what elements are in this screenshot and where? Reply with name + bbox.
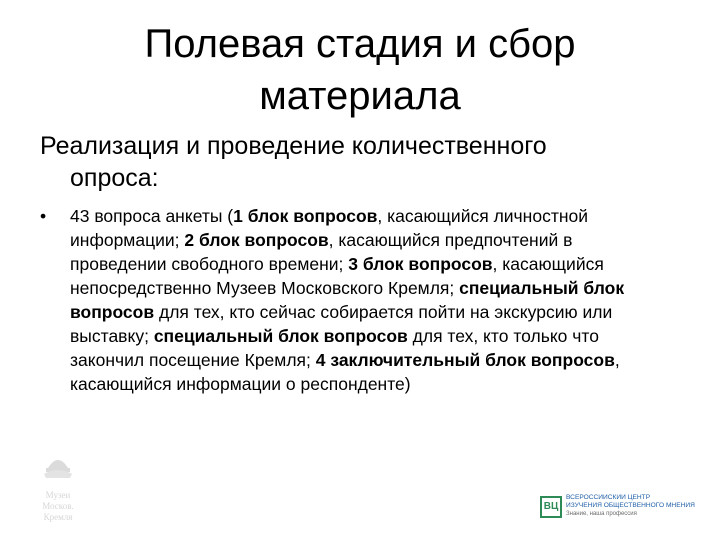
text-segment: , касающийся личностной информации; xyxy=(70,206,589,250)
bold-text-segment: 2 блок вопросов xyxy=(184,230,329,250)
text-segment: , касающийся предпочтений в проведении свободного времени; xyxy=(70,230,573,274)
vciom-logo xyxy=(540,494,710,522)
slide-subtitle xyxy=(40,130,680,194)
vciom-mark-icon: ВЦ xyxy=(540,496,562,518)
title-line-1: Полевая стадия и сбор xyxy=(144,22,576,66)
svg-text:Музеи: Музеи xyxy=(45,490,71,500)
svg-text:Москов.: Москов. xyxy=(42,501,74,511)
bullet-marker: • xyxy=(40,206,47,226)
text-segment: для тех, кто только что закончил посещение Кремля; xyxy=(70,326,599,370)
text-segment: для тех, кто сейчас собирается пойти на экскурсию или выставку; xyxy=(70,302,613,346)
museums-of-moscow-kremlin-logo xyxy=(28,446,88,526)
text-segment: , касающийся информации о респонденте) xyxy=(70,350,620,394)
vciom-line-3: Знание, наша профессия xyxy=(566,511,637,517)
text-segment: , касающийся непосредственно Музеев Московского Кремля; xyxy=(70,254,604,298)
bold-text-segment: 4 заключительный блок вопросов xyxy=(315,350,615,370)
bold-text-segment: специальный блок вопросов xyxy=(70,278,625,322)
bold-text-segment: специальный блок вопросов xyxy=(153,326,408,346)
slide-title xyxy=(70,18,650,122)
vciom-line-2: ИЗУЧЕНИЯ ОБЩЕСТВЕННОГО МНЕНИЯ xyxy=(566,502,695,509)
vciom-logo-text xyxy=(566,494,710,518)
subtitle-line-2: опроса: xyxy=(70,164,159,192)
title-line-2: материала xyxy=(259,74,461,118)
text-segment: 43 вопроса анкеты ( xyxy=(70,206,234,226)
bullet-item xyxy=(40,204,680,396)
bold-text-segment: 3 блок вопросов xyxy=(348,254,493,274)
svg-text:Кремля: Кремля xyxy=(43,512,73,522)
bold-text-segment: 1 блок вопросов xyxy=(233,206,378,226)
vciom-line-1: ВСЕРОССИЙСКИЙ ЦЕНТР xyxy=(566,494,651,501)
subtitle-line-1: Реализация и проведение количественного xyxy=(40,132,547,160)
bullet-text xyxy=(70,204,672,396)
